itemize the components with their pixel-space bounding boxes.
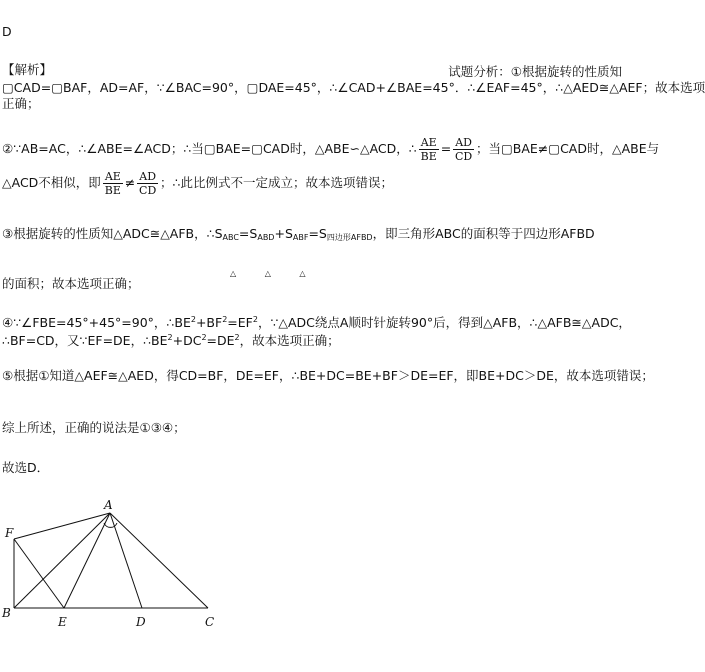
point-1-line-2: 正确；: [2, 96, 40, 111]
triangle-subscripts: △ △ △: [230, 269, 306, 278]
segment-ab: [14, 513, 110, 608]
analysis-tag: 【解析】: [2, 62, 53, 77]
point-3-line-1: ③根据旋转的性质知△ADC≅△AFB，$\therefore S_{ABC}=S_{ABD}+S_{ABF}=S_{四边形AFBD}$，即三角形ABC的面积等于四边形AFBD: [2, 226, 595, 242]
label-f: F: [5, 526, 14, 540]
label-d: D: [136, 615, 146, 629]
point-2-line-2: △ACD不相似，即 $\frac{AE}{BE}$ ≠ $\frac{AD}{CD}$ ；∴此比例式不一定成立；故本选项错误；: [2, 170, 394, 197]
segment-ae: [64, 513, 110, 608]
geometry-figure: [0, 495, 240, 635]
segment-fa: [14, 513, 110, 539]
label-a: A: [104, 498, 113, 512]
fraction-ad-cd-2: $\frac{AD}{CD}$: [139, 170, 157, 197]
point-5: ⑤根据①知道△AEF≅△AED，得CD=BF，DE=EF，∴BE+DC=BE+BF＞DE=EF，即BE+DC＞DE，故本选项错误；: [2, 368, 654, 383]
label-b: B: [2, 606, 11, 620]
segment-ad: [110, 513, 142, 608]
point-4-line-1: ④∵∠FBE=45°+45°=90°，$\therefore BE^2+BF^2=EF^2$，∵△ADC绕点A顺时针旋转90°后，得到△AFB，∴△AFB≅△ADC，: [2, 315, 631, 330]
summary: 综上所述，正确的说法是①③④；: [2, 420, 186, 435]
segment-ac: [110, 513, 208, 608]
fraction-ad-cd: $\frac{AD}{CD}$: [454, 136, 473, 163]
segment-fe: [14, 539, 64, 608]
fraction-ae-be: $\frac{AE}{BE}$: [420, 136, 437, 163]
fraction-ae-be-2: $\frac{AE}{BE}$: [104, 170, 121, 197]
label-c: C: [205, 615, 215, 629]
conclusion: 故选D．: [2, 460, 50, 475]
point-1-line-1: ▢CAD=▢BAF，AD=AF，∵∠BAC=90°，▢DAE=45°，∴∠CAD+∠BAE=45°．∴∠EAF=45°，∴△AED≅△AEF；故本选项: [2, 80, 705, 95]
point-2-line-1: ②∵AB=AC，∴∠ABE=∠ACD；∴当▢BAE=▢CAD时，△ABE∽△ACD，∴ $\frac{AE}{BE}$ = $\frac{AD}{CD}$ ；当▢BAE≠▢CAD时，△ABE与: [2, 136, 660, 163]
answer-letter: D: [2, 24, 12, 39]
label-e: E: [58, 615, 67, 629]
point-4-line-2: ∴BF=CD，又∵EF=DE，$\therefore BE^2+DC^2=DE^2$，故本选项正确；: [2, 333, 340, 348]
point-3-line-2: 的面积；故本选项正确；: [2, 276, 140, 291]
analysis-heading: 试题分析：①根据旋转的性质知: [448, 64, 622, 79]
